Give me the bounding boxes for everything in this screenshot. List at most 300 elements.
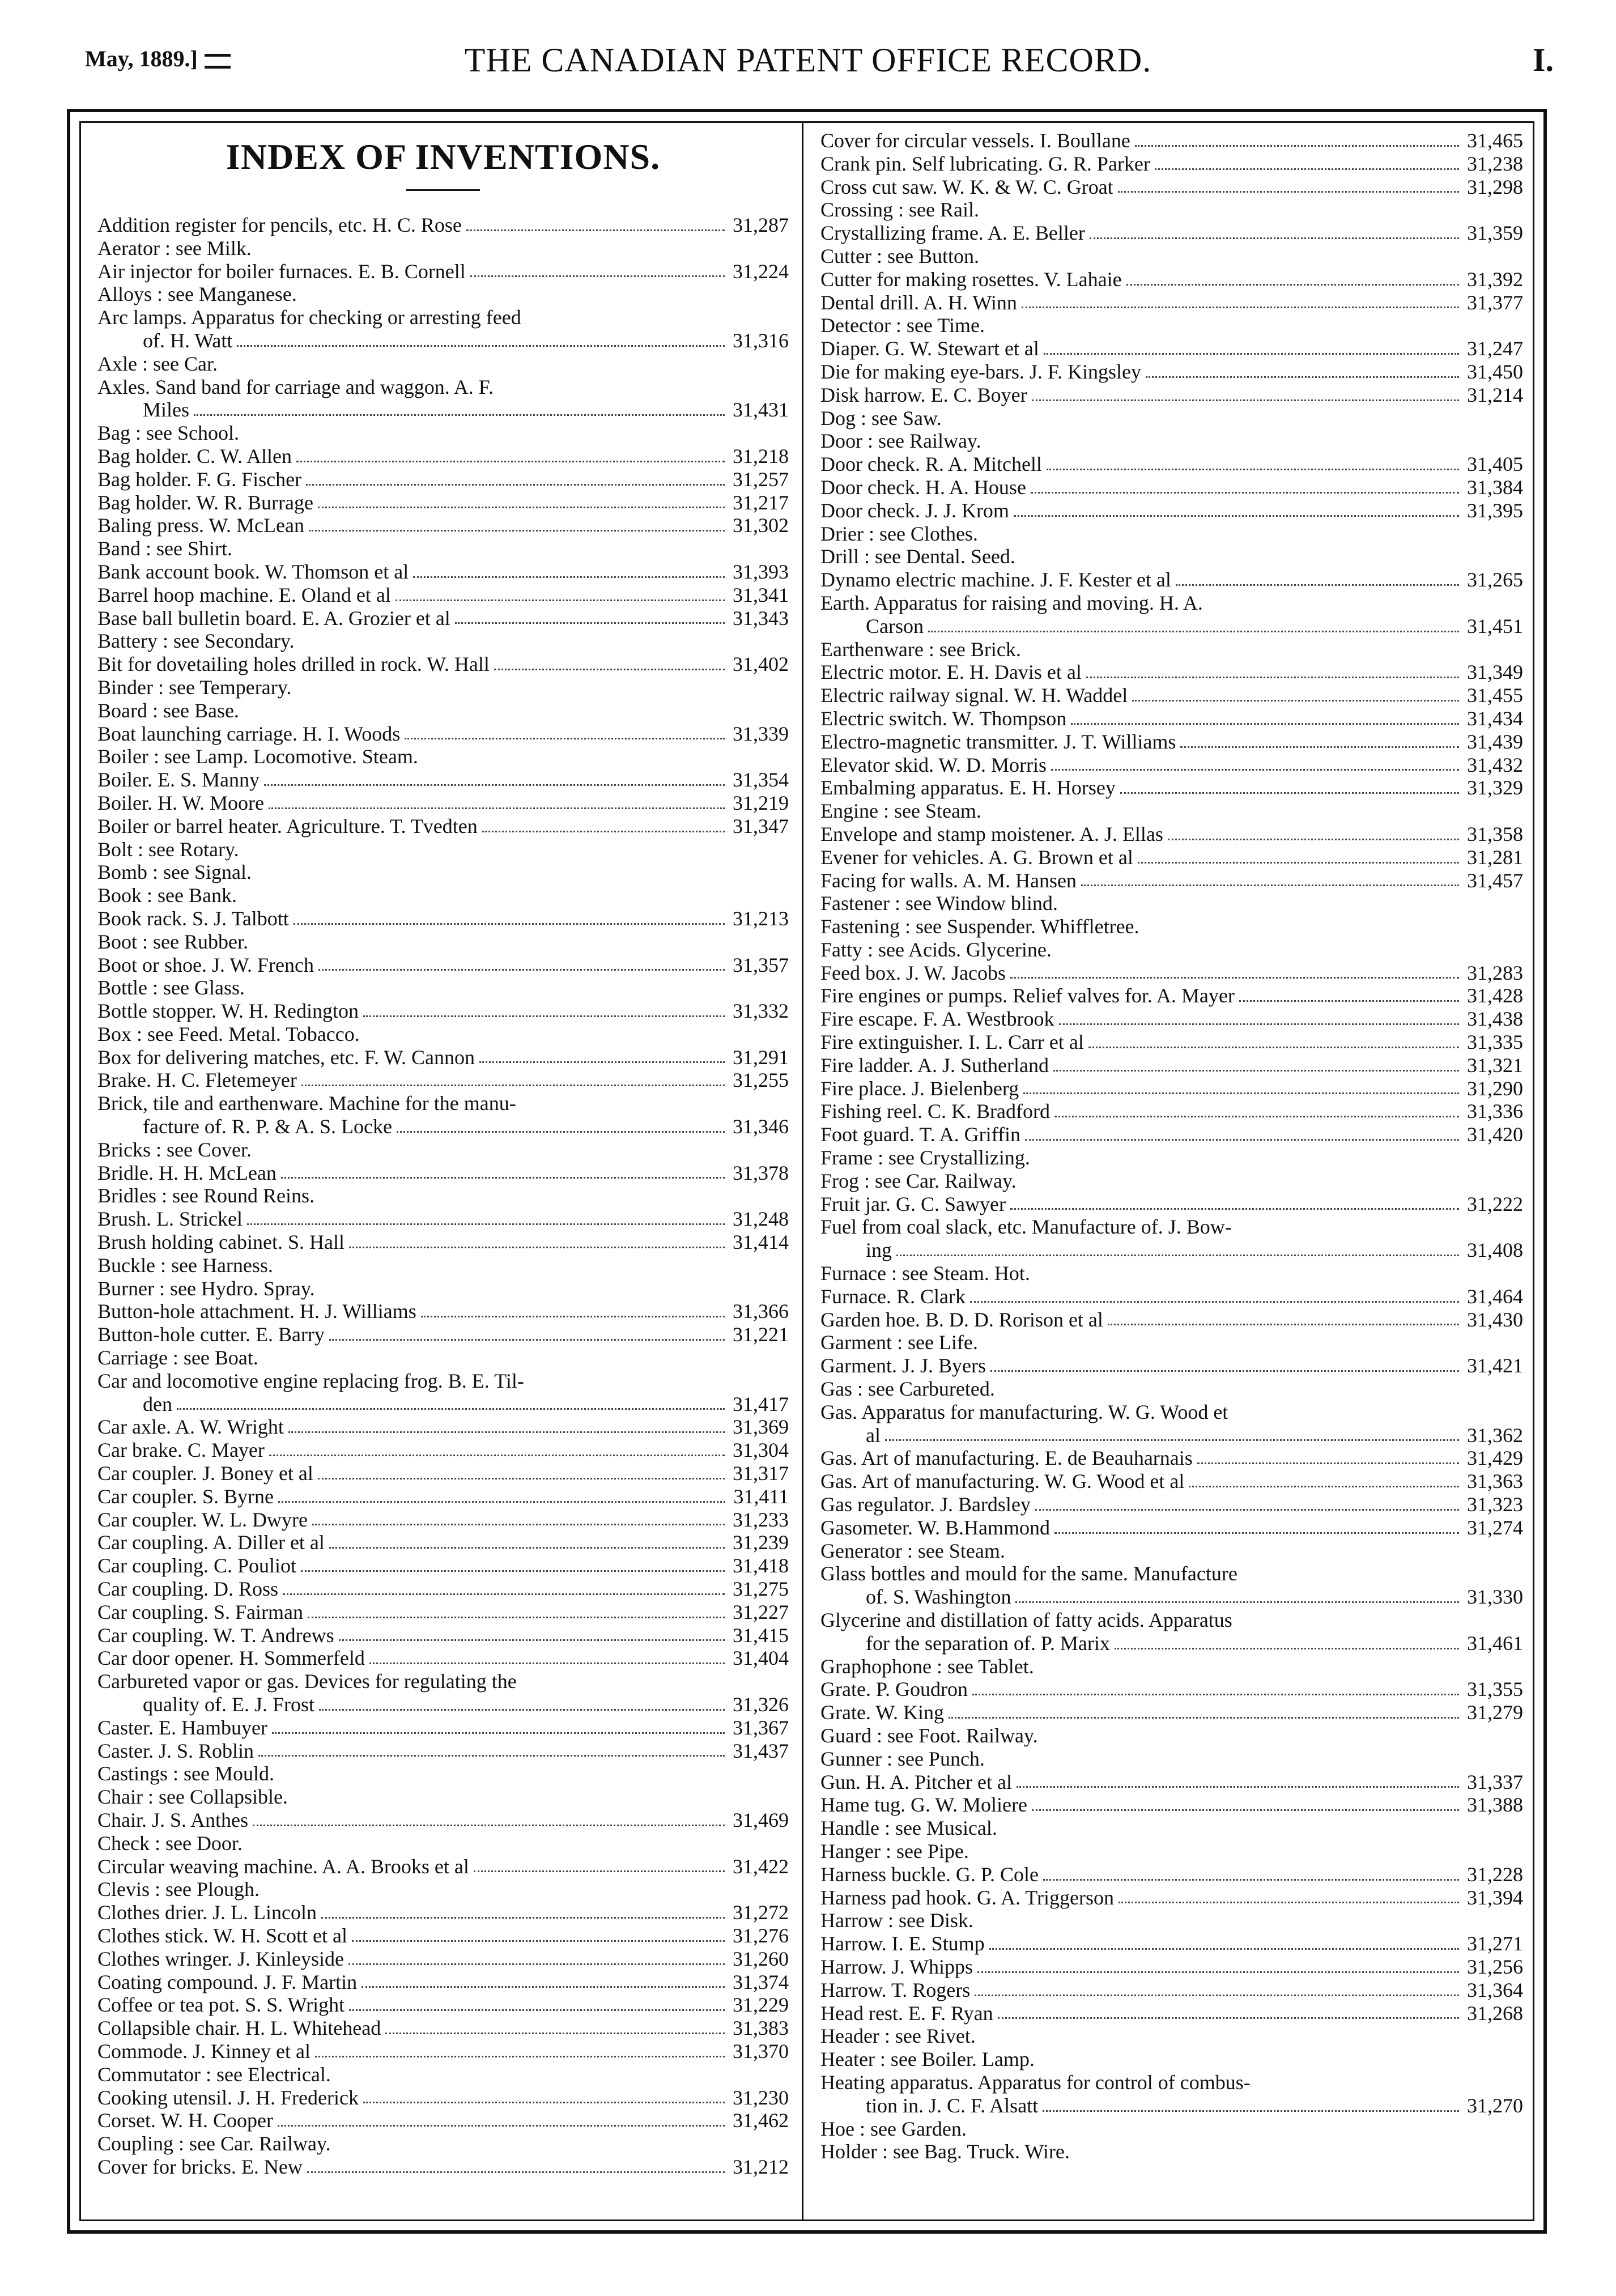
index-entry bbox=[820, 1354, 1523, 1377]
index-entry bbox=[97, 584, 789, 607]
entry-text: Evener for vehicles. A. G. Brown et al bbox=[820, 845, 1133, 869]
patent-number: 31,257 bbox=[733, 467, 789, 491]
index-entry bbox=[820, 1054, 1523, 1077]
dot-leader bbox=[269, 1455, 725, 1456]
entry-text: Embalming apparatus. E. H. Horsey bbox=[820, 776, 1116, 800]
entry-text: Header : see Rivet. bbox=[820, 2025, 976, 2048]
entry-text: quality of. E. J. Frost bbox=[143, 1693, 314, 1716]
dot-leader bbox=[294, 923, 725, 925]
index-entry bbox=[97, 1393, 789, 1416]
entry-text: Carbureted vapor or gas. Devices for regulating the bbox=[97, 1670, 517, 1693]
entry-text: Garden hoe. B. D. D. Rorison et al bbox=[820, 1308, 1103, 1331]
index-entry bbox=[97, 2155, 789, 2179]
index-entry bbox=[820, 592, 1523, 615]
dot-leader bbox=[1176, 584, 1459, 586]
dot-leader bbox=[269, 807, 725, 809]
index-entry bbox=[97, 676, 789, 699]
dot-leader bbox=[177, 1408, 725, 1410]
index-entry bbox=[97, 1323, 789, 1346]
index-entry bbox=[820, 1678, 1523, 1701]
patent-number: 31,332 bbox=[733, 1000, 789, 1023]
entry-text: Corset. W. H. Cooper bbox=[97, 2109, 273, 2132]
entry-text: Garment : see Life. bbox=[820, 1331, 978, 1354]
dot-leader bbox=[972, 1694, 1459, 1695]
entry-text: Boot : see Rubber. bbox=[97, 930, 248, 953]
dot-leader bbox=[312, 1524, 725, 1525]
patent-number: 31,317 bbox=[733, 1462, 789, 1485]
entry-text: Harness pad hook. G. A. Triggerson bbox=[820, 1886, 1114, 1909]
dot-leader bbox=[1081, 885, 1459, 886]
entry-text: Cover for bricks. E. New bbox=[97, 2155, 303, 2178]
entry-text: Fatty : see Acids. Glycerine. bbox=[820, 938, 1052, 961]
index-entry bbox=[820, 638, 1523, 661]
entry-text: Hanger : see Pipe. bbox=[820, 1839, 969, 1863]
patent-number: 31,212 bbox=[733, 2155, 789, 2178]
dot-leader bbox=[301, 1570, 725, 1572]
dot-leader bbox=[349, 2009, 725, 2011]
dot-leader bbox=[1090, 237, 1459, 239]
index-entry bbox=[820, 1401, 1523, 1424]
index-entry bbox=[97, 861, 789, 884]
index-entry bbox=[820, 499, 1523, 522]
patent-number: 31,455 bbox=[1467, 684, 1523, 707]
entry-text: Bank account book. W. Thomson et al bbox=[97, 560, 409, 583]
index-entry bbox=[97, 445, 789, 468]
index-entry bbox=[820, 430, 1523, 453]
entry-text: Boat launching carriage. H. I. Woods bbox=[97, 722, 401, 745]
patent-number: 31,256 bbox=[1467, 1955, 1523, 1978]
patent-number: 31,408 bbox=[1467, 1239, 1523, 1262]
index-entry bbox=[820, 314, 1523, 337]
entry-text: Fruit jar. G. C. Sawyer bbox=[820, 1192, 1006, 1215]
patent-number: 31,393 bbox=[733, 560, 789, 583]
entry-text: Diaper. G. W. Stewart et al bbox=[820, 337, 1039, 360]
entry-text: Harrow : see Disk. bbox=[820, 1909, 973, 1932]
patent-number: 31,354 bbox=[733, 768, 789, 792]
entry-text: Engine : see Steam. bbox=[820, 800, 981, 823]
entry-text: ing bbox=[866, 1239, 892, 1262]
index-entry bbox=[820, 1123, 1523, 1146]
patent-number: 31,268 bbox=[1467, 2001, 1523, 2025]
dot-leader bbox=[369, 1663, 725, 1664]
index-entry bbox=[97, 607, 789, 630]
patent-number: 31,316 bbox=[733, 329, 789, 352]
dot-leader bbox=[975, 1995, 1459, 1996]
index-entry bbox=[820, 568, 1523, 592]
patent-number: 31,346 bbox=[733, 1115, 789, 1138]
dot-leader bbox=[352, 1940, 725, 1942]
dot-leader bbox=[970, 1301, 1459, 1303]
index-entry bbox=[97, 907, 789, 930]
patent-number: 31,374 bbox=[733, 1970, 789, 1993]
dot-leader bbox=[363, 1015, 725, 1017]
index-entry bbox=[820, 2071, 1523, 2094]
index-entry bbox=[97, 745, 789, 768]
entry-text: Chair : see Collapsible. bbox=[97, 1785, 288, 1809]
index-entry bbox=[97, 838, 789, 861]
patent-number: 31,330 bbox=[1467, 1585, 1523, 1609]
index-entry bbox=[820, 1701, 1523, 1724]
patent-number: 31,364 bbox=[1467, 1978, 1523, 2001]
index-entry bbox=[820, 1493, 1523, 1516]
index-entry bbox=[97, 1415, 789, 1439]
dot-leader bbox=[1015, 1601, 1459, 1603]
index-entry bbox=[97, 1207, 789, 1231]
index-entry bbox=[820, 915, 1523, 938]
dot-leader bbox=[318, 969, 725, 971]
entry-text: Fastener : see Window blind. bbox=[820, 892, 1058, 915]
entry-text: Head rest. E. F. Ryan bbox=[820, 2001, 993, 2025]
index-entry bbox=[820, 1516, 1523, 1540]
patent-number: 31,462 bbox=[733, 2109, 789, 2132]
index-entry bbox=[97, 2132, 789, 2155]
entry-text: Coffee or tea pot. S. S. Wright bbox=[97, 1993, 345, 2017]
index-entry bbox=[820, 360, 1523, 384]
index-entry bbox=[820, 1170, 1523, 1193]
dot-leader bbox=[283, 1593, 725, 1595]
entry-text: Fire escape. F. A. Westbrook bbox=[820, 1007, 1054, 1031]
entry-text: Graphophone : see Tablet. bbox=[820, 1655, 1034, 1678]
dot-leader bbox=[288, 1431, 725, 1433]
entry-text: Buckle : see Harness. bbox=[97, 1253, 273, 1277]
index-entry bbox=[820, 1886, 1523, 1910]
dot-leader bbox=[329, 1339, 725, 1341]
dot-leader bbox=[321, 1917, 725, 1919]
entry-text: Earth. Apparatus for raising and moving. H. A. bbox=[820, 591, 1203, 614]
patent-number: 31,290 bbox=[1467, 1077, 1523, 1100]
dot-leader bbox=[470, 275, 725, 277]
dot-leader bbox=[405, 738, 725, 739]
index-entry bbox=[820, 1100, 1523, 1123]
patent-number: 31,394 bbox=[1467, 1886, 1523, 1909]
dot-leader bbox=[928, 631, 1459, 632]
patent-number: 31,429 bbox=[1467, 1447, 1523, 1470]
index-entry bbox=[97, 1254, 789, 1277]
patent-number: 31,349 bbox=[1467, 661, 1523, 684]
index-column-left bbox=[97, 129, 789, 2179]
patent-number: 31,276 bbox=[733, 1924, 789, 1947]
index-entry bbox=[97, 1069, 789, 1092]
patent-number: 31,275 bbox=[733, 1578, 789, 1601]
entry-text: Bag : see School. bbox=[97, 422, 239, 445]
patent-number: 31,414 bbox=[733, 1231, 789, 1254]
entry-text: Addition register for pencils, etc. H. C. Rose bbox=[97, 214, 462, 236]
index-entry bbox=[97, 1277, 789, 1300]
index-entry bbox=[820, 2025, 1523, 2048]
index-entry bbox=[820, 1146, 1523, 1170]
dot-leader bbox=[1054, 1532, 1459, 1534]
index-entry bbox=[97, 214, 789, 237]
entry-text: Holder : see Bag. Truck. Wire. bbox=[820, 2140, 1070, 2163]
index-entry bbox=[97, 884, 789, 907]
patent-number: 31,298 bbox=[1467, 175, 1523, 198]
patent-number: 31,323 bbox=[1467, 1493, 1523, 1516]
index-entry bbox=[97, 1554, 789, 1578]
entry-text: Brush. L. Strickel bbox=[97, 1207, 243, 1231]
entry-text: Earthenware : see Brick. bbox=[820, 637, 1021, 661]
entry-text: Car coupler. W. L. Dwyre bbox=[97, 1508, 308, 1531]
patent-number: 31,217 bbox=[733, 491, 789, 514]
index-entry bbox=[820, 776, 1523, 800]
entry-text: Boiler. E. S. Manny bbox=[97, 768, 260, 792]
entry-text: Coating compound. J. F. Martin bbox=[97, 1970, 358, 1993]
patent-number: 31,405 bbox=[1467, 453, 1523, 476]
index-entry bbox=[820, 2002, 1523, 2025]
index-entry bbox=[97, 306, 789, 329]
patent-number: 31,248 bbox=[733, 1207, 789, 1231]
index-entry bbox=[97, 2109, 789, 2132]
index-entry bbox=[97, 653, 789, 676]
entry-text: Frog : see Car. Railway. bbox=[820, 1169, 1017, 1192]
patent-number: 31,337 bbox=[1467, 1770, 1523, 1793]
index-entry bbox=[820, 1932, 1523, 1955]
entry-text: Miles bbox=[143, 398, 190, 422]
entry-text: Gunner : see Punch. bbox=[820, 1747, 985, 1770]
dot-leader bbox=[301, 1085, 725, 1086]
patent-number: 31,357 bbox=[733, 953, 789, 976]
entry-text: Car and locomotive engine replacing frog. B. E. Til- bbox=[97, 1369, 524, 1392]
patent-number: 31,260 bbox=[733, 1947, 789, 1970]
dot-leader bbox=[989, 1948, 1459, 1950]
entry-text: Air injector for boiler furnaces. E. B. Cornell bbox=[97, 260, 466, 283]
entry-text: Drill : see Dental. Seed. bbox=[820, 545, 1015, 568]
dot-leader bbox=[1189, 1486, 1459, 1487]
patent-number: 31,430 bbox=[1467, 1308, 1523, 1331]
dot-leader bbox=[474, 1870, 725, 1872]
dot-leader bbox=[349, 1247, 725, 1248]
entry-text: Book : see Bank. bbox=[97, 884, 237, 907]
dot-leader bbox=[977, 1971, 1459, 1973]
entry-text: Grate. W. King bbox=[820, 1701, 944, 1724]
index-entry bbox=[97, 1300, 789, 1323]
entry-text: Chair. J. S. Anthes bbox=[97, 1808, 249, 1831]
entry-text: Drier : see Clothes. bbox=[820, 522, 978, 545]
dot-leader bbox=[479, 1061, 725, 1063]
patent-number: 31,230 bbox=[733, 2086, 789, 2109]
entry-text: Harness buckle. G. P. Cole bbox=[820, 1863, 1039, 1886]
dot-leader bbox=[1025, 1139, 1459, 1141]
patent-number: 31,287 bbox=[733, 214, 789, 236]
index-entry bbox=[820, 1239, 1523, 1262]
patent-number: 31,247 bbox=[1467, 337, 1523, 360]
dot-leader bbox=[1126, 284, 1459, 286]
patent-number: 31,221 bbox=[733, 1323, 789, 1346]
entry-text: Bridles : see Round Reins. bbox=[97, 1184, 314, 1207]
dot-leader bbox=[264, 784, 725, 786]
entry-text: Electro-magnetic transmitter. J. T. Williams bbox=[820, 730, 1176, 753]
patent-number: 31,388 bbox=[1467, 1793, 1523, 1817]
patent-number: 31,329 bbox=[1467, 776, 1523, 800]
entry-text: Binder : see Temperary. bbox=[97, 675, 292, 699]
index-entry bbox=[97, 422, 789, 445]
patent-number: 31,377 bbox=[1467, 291, 1523, 314]
index-heading: INDEX OF INVENTIONS. bbox=[226, 137, 661, 177]
index-entry bbox=[820, 892, 1523, 915]
dot-leader bbox=[1138, 862, 1459, 864]
index-entry bbox=[97, 1578, 789, 1601]
index-entry bbox=[820, 1377, 1523, 1401]
entry-text: Furnace. R. Clark bbox=[820, 1285, 966, 1308]
entry-text: Button-hole cutter. E. Barry bbox=[97, 1323, 325, 1346]
entry-text: Fastening : see Suspender. Whiffletree. bbox=[820, 915, 1139, 938]
index-entry bbox=[97, 1948, 789, 1971]
dot-leader bbox=[1168, 839, 1459, 840]
dot-leader bbox=[363, 2102, 725, 2103]
index-entry bbox=[820, 2118, 1523, 2141]
dot-leader bbox=[315, 2056, 725, 2057]
entry-text: Bottle stopper. W. H. Redington bbox=[97, 1000, 359, 1023]
patent-number: 31,363 bbox=[1467, 1470, 1523, 1493]
patent-number: 31,274 bbox=[1467, 1516, 1523, 1539]
patent-number: 31,421 bbox=[1467, 1354, 1523, 1377]
dot-leader bbox=[306, 484, 725, 486]
entry-text: Harrow. J. Whipps bbox=[820, 1955, 973, 1978]
index-entry bbox=[97, 1531, 789, 1554]
index-entry bbox=[97, 1878, 789, 1901]
index-entry bbox=[820, 2094, 1523, 2118]
index-entry bbox=[820, 1955, 1523, 1979]
index-entry bbox=[97, 376, 789, 399]
entry-text: Cooking utensil. J. H. Frederick bbox=[97, 2086, 359, 2109]
entry-text: Harrow. T. Rogers bbox=[820, 1978, 971, 2001]
index-entry bbox=[820, 1632, 1523, 1655]
index-entry bbox=[820, 800, 1523, 823]
patent-number: 31,272 bbox=[733, 1901, 789, 1924]
index-entry bbox=[97, 1162, 789, 1185]
index-entry bbox=[97, 1762, 789, 1785]
entry-text: Door check. R. A. Mitchell bbox=[820, 453, 1042, 476]
dot-leader bbox=[1010, 1208, 1459, 1210]
index-entry bbox=[820, 1979, 1523, 2002]
index-entry bbox=[820, 730, 1523, 754]
patent-number: 31,321 bbox=[1467, 1053, 1523, 1077]
entry-text: Dental drill. A. H. Winn bbox=[820, 291, 1017, 314]
entry-text: Cross cut saw. W. K. & W. C. Groat bbox=[820, 175, 1113, 198]
entry-text: Commode. J. Kinney et al bbox=[97, 2039, 311, 2063]
entry-text: Grate. P. Goudron bbox=[820, 1678, 968, 1701]
index-entry bbox=[97, 1370, 789, 1393]
index-entry bbox=[820, 291, 1523, 314]
patent-number: 31,362 bbox=[1467, 1423, 1523, 1447]
dot-leader bbox=[413, 576, 725, 578]
index-entry bbox=[97, 1138, 789, 1162]
dot-leader bbox=[318, 1478, 725, 1479]
index-entry bbox=[97, 1231, 789, 1254]
entry-text: Dynamo electric machine. J. F. Kester et al bbox=[820, 568, 1171, 592]
entry-text: Gas : see Carbureted. bbox=[820, 1377, 995, 1401]
index-entry bbox=[97, 1115, 789, 1138]
patent-number: 31,370 bbox=[733, 2039, 789, 2063]
index-entry bbox=[97, 2040, 789, 2063]
patent-number: 31,450 bbox=[1467, 360, 1523, 383]
dot-leader bbox=[272, 1732, 725, 1734]
entry-text: Door : see Railway. bbox=[820, 430, 981, 453]
index-entry bbox=[97, 398, 789, 422]
index-entry bbox=[97, 329, 789, 352]
entry-text: Arc lamps. Apparatus for checking or arresting feed bbox=[97, 306, 521, 329]
dot-leader bbox=[318, 507, 725, 508]
entry-text: Carriage : see Boat. bbox=[97, 1346, 258, 1370]
index-entry bbox=[820, 661, 1523, 684]
index-entry bbox=[820, 2140, 1523, 2163]
entry-text: Battery : see Secondary. bbox=[97, 630, 295, 653]
entry-text: facture of. R. P. & A. S. Locke bbox=[143, 1115, 392, 1138]
entry-text: Bag holder. W. R. Burrage bbox=[97, 491, 313, 514]
dot-leader bbox=[1197, 1462, 1459, 1464]
index-entry bbox=[820, 522, 1523, 546]
dot-leader bbox=[1043, 1879, 1459, 1881]
index-entry bbox=[97, 2063, 789, 2086]
index-entry bbox=[97, 1855, 789, 1878]
patent-number: 31,255 bbox=[733, 1069, 789, 1092]
index-entry bbox=[820, 1724, 1523, 1747]
entry-text: Check : see Door. bbox=[97, 1831, 243, 1855]
entry-text: Caster. J. S. Roblin bbox=[97, 1739, 254, 1762]
index-entry bbox=[820, 337, 1523, 360]
index-entry bbox=[820, 684, 1523, 707]
patent-number: 31,222 bbox=[1467, 1192, 1523, 1215]
dot-leader bbox=[385, 2033, 725, 2034]
dot-leader bbox=[421, 1316, 725, 1317]
patent-number: 31,422 bbox=[733, 1855, 789, 1878]
index-entry bbox=[820, 222, 1523, 245]
dot-leader bbox=[1014, 515, 1459, 517]
index-entry bbox=[820, 1840, 1523, 1863]
index-entry bbox=[820, 1031, 1523, 1054]
dot-leader bbox=[329, 1547, 725, 1549]
dot-leader bbox=[990, 1370, 1459, 1372]
index-entry bbox=[97, 1601, 789, 1624]
dot-leader bbox=[1120, 792, 1459, 794]
entry-text: Electric railway signal. W. H. Waddel bbox=[820, 684, 1128, 707]
patent-number: 31,367 bbox=[733, 1716, 789, 1739]
index-entry bbox=[97, 1624, 789, 1647]
entry-text: Gasometer. W. B.Hammond bbox=[820, 1516, 1050, 1539]
patent-number: 31,438 bbox=[1467, 1007, 1523, 1031]
heading-rule bbox=[406, 189, 480, 191]
index-entry bbox=[820, 1470, 1523, 1493]
patent-number: 31,228 bbox=[1467, 1863, 1523, 1886]
patent-number: 31,343 bbox=[733, 606, 789, 630]
index-entry bbox=[97, 260, 789, 283]
patent-number: 31,404 bbox=[733, 1647, 789, 1670]
entry-text: Generator : see Steam. bbox=[820, 1539, 1005, 1562]
index-entry bbox=[820, 1077, 1523, 1100]
dot-leader bbox=[339, 1639, 725, 1641]
index-column-right bbox=[820, 129, 1523, 2163]
entry-text: Alloys : see Manganese. bbox=[97, 283, 297, 306]
index-entry bbox=[97, 1647, 789, 1670]
patent-number: 31,336 bbox=[1467, 1100, 1523, 1123]
entry-text: Board : see Base. bbox=[97, 699, 239, 722]
entry-text: Box for delivering matches, etc. F. W. Cannon bbox=[97, 1045, 475, 1069]
index-entry bbox=[820, 1771, 1523, 1794]
patent-number: 31,417 bbox=[733, 1392, 789, 1415]
index-entry bbox=[97, 954, 789, 977]
patent-number: 31,432 bbox=[1467, 753, 1523, 776]
patent-number: 31,384 bbox=[1467, 475, 1523, 499]
patent-number: 31,437 bbox=[733, 1739, 789, 1762]
index-entry bbox=[97, 930, 789, 954]
patent-number: 31,281 bbox=[1467, 845, 1523, 869]
entry-text: Crank pin. Self lubricating. G. R. Parker bbox=[820, 152, 1150, 175]
dot-leader bbox=[494, 669, 725, 670]
index-entry bbox=[820, 1562, 1523, 1585]
header-date: May, 1889.] bbox=[85, 45, 231, 72]
entry-text: tion in. J. C. F. Alsatt bbox=[866, 2094, 1039, 2117]
index-entry bbox=[820, 1817, 1523, 1840]
entry-text: Fire engines or pumps. Relief valves for. A. Mayer bbox=[820, 984, 1235, 1007]
